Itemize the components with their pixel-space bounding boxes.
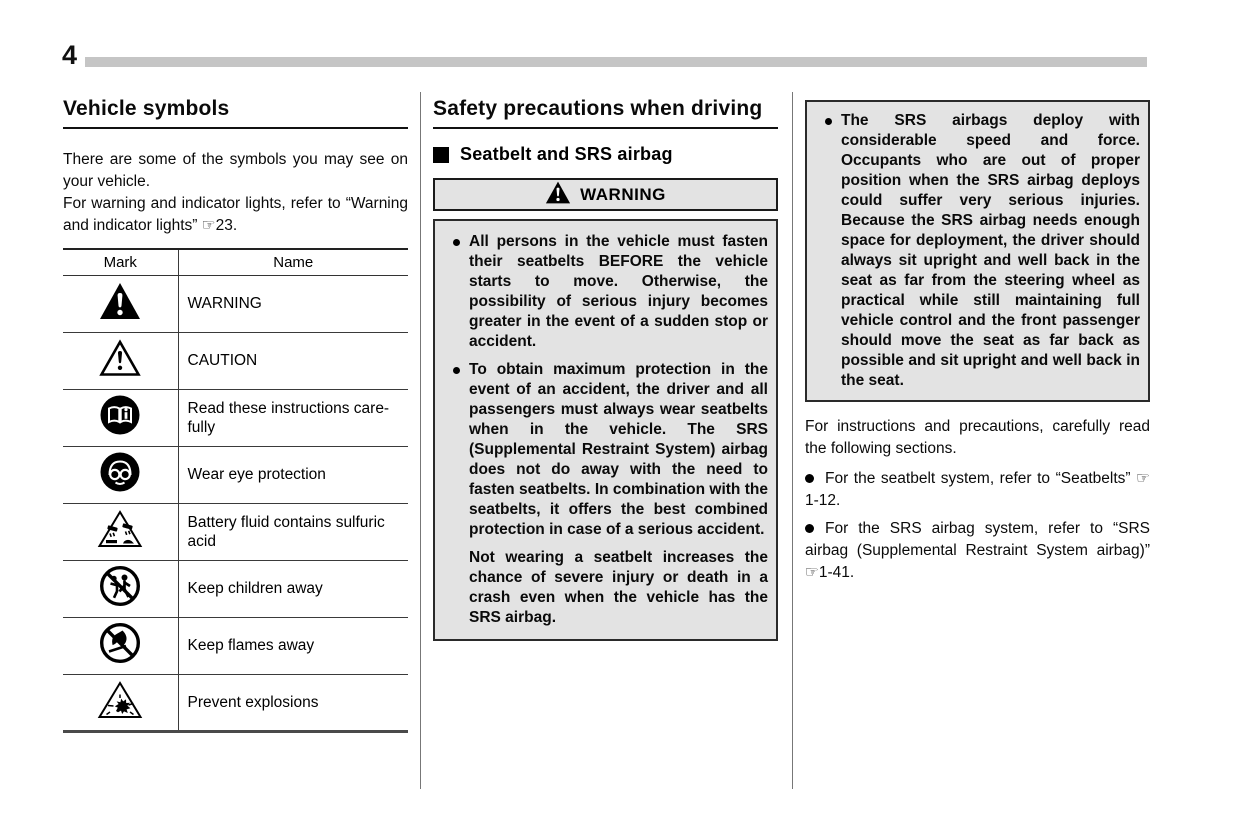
warning-item-text: The SRS airbags deploy with considerable speed and force. Occupants who are out of proper position when the SRS airbag deploys could suffer very serious injuries. Because the SRS airbag needs enough space for deployment, the driver should always sit upright and well back in the seat as far from the steering wheel as practical while still maintaining full vehicle control and the front passenger should move the seat as far back as possible and sit upright and well back in the seat. bbox=[841, 112, 1140, 389]
warning-item bbox=[443, 360, 768, 540]
reference-item bbox=[805, 518, 1150, 584]
reference-text: For the SRS airbag system, refer to “SRS airbag (Supplemental Restraint System airbag)” ☞1-41. bbox=[805, 520, 1150, 581]
warning-content-box-continued bbox=[805, 100, 1150, 402]
table-row bbox=[63, 446, 408, 503]
seatbelt-srs-heading bbox=[433, 144, 778, 165]
warning-banner bbox=[433, 178, 778, 211]
warning-label: WARNING bbox=[580, 184, 666, 204]
section-title-safety-precautions: Safety precautions when driving bbox=[433, 96, 778, 129]
symbol-name: WARNING bbox=[178, 275, 408, 332]
caution-outline-triangle-icon bbox=[99, 339, 141, 382]
column-divider bbox=[792, 92, 793, 789]
symbol-name: Read these instructions care-fully bbox=[178, 389, 408, 446]
keep-children-away-icon bbox=[99, 565, 141, 612]
column-header-name: Name bbox=[178, 249, 408, 275]
square-bullet-icon bbox=[433, 147, 449, 163]
column-divider bbox=[420, 92, 421, 789]
warning-content-box bbox=[433, 219, 778, 641]
safety-precautions-section bbox=[433, 96, 778, 641]
safety-precautions-continued bbox=[805, 96, 1150, 584]
warning-item bbox=[815, 111, 1140, 391]
table-header-row bbox=[63, 249, 408, 275]
table-row bbox=[63, 560, 408, 617]
table-row bbox=[63, 674, 408, 731]
symbol-name: Wear eye protection bbox=[178, 446, 408, 503]
table-row bbox=[63, 275, 408, 332]
reference-item bbox=[805, 468, 1150, 512]
vehicle-symbols-section bbox=[63, 96, 408, 733]
reference-text: For the seatbelt system, refer to “Seatbelts” ☞1-12. bbox=[805, 470, 1150, 509]
warning-item-text: To obtain maximum protection in the event of an accident, the driver and all passengers must always wear seatbelts when in the vehicle. The SRS (Supplemental Restraint System) airbag does not do away with the need to fasten seatbelts. In combination with the seatbelts, it offers the best combined protection in case of a serious accident. bbox=[469, 361, 768, 538]
table-row bbox=[63, 389, 408, 446]
symbol-name: Prevent explosions bbox=[178, 674, 408, 731]
vehicle-symbols-table bbox=[63, 248, 408, 733]
bullet-icon bbox=[443, 232, 469, 352]
symbol-name: Battery fluid contains sulfuric acid bbox=[178, 503, 408, 560]
intro-paragraph: There are some of the symbols you may see on your vehicle. bbox=[63, 151, 408, 190]
warning-triangle-icon bbox=[545, 181, 571, 209]
bullet-icon bbox=[815, 111, 841, 391]
battery-acid-icon bbox=[97, 509, 143, 554]
outro-paragraph: For instructions and precautions, carefully read the following sections. bbox=[805, 418, 1150, 457]
page-number: 4 bbox=[62, 40, 78, 70]
symbol-name: CAUTION bbox=[178, 332, 408, 389]
section-title-vehicle-symbols: Vehicle symbols bbox=[63, 96, 408, 129]
table-row bbox=[63, 332, 408, 389]
bullet-icon bbox=[805, 474, 814, 483]
read-instructions-icon bbox=[100, 395, 140, 440]
top-rule bbox=[85, 57, 1147, 67]
prevent-explosions-icon bbox=[97, 680, 143, 725]
warning-filled-triangle-icon bbox=[99, 282, 141, 325]
bullet-icon bbox=[443, 360, 469, 540]
symbol-name: Keep flames away bbox=[178, 617, 408, 674]
table-row bbox=[63, 617, 408, 674]
intro-paragraph-reference: For warning and indicator lights, refer to “Warning and indicator lights” ☞23. bbox=[63, 195, 408, 234]
eye-protection-icon bbox=[100, 452, 140, 497]
warning-item bbox=[443, 232, 768, 352]
column-header-mark: Mark bbox=[63, 249, 178, 275]
bullet-icon bbox=[805, 524, 814, 533]
sub-heading-label: Seatbelt and SRS airbag bbox=[460, 144, 673, 164]
symbol-name: Keep children away bbox=[178, 560, 408, 617]
keep-flames-away-icon bbox=[99, 622, 141, 669]
table-row bbox=[63, 503, 408, 560]
warning-note: Not wearing a seatbelt increases the chance of severe injury or death in a crash even when the vehicle has the SRS airbag. bbox=[469, 549, 768, 626]
warning-item-text: All persons in the vehicle must fasten their seatbelts BEFORE the vehicle starts to move. Otherwise, the possibility of serious injury becomes greater in the event of a sudden stop or accident. bbox=[469, 233, 768, 350]
